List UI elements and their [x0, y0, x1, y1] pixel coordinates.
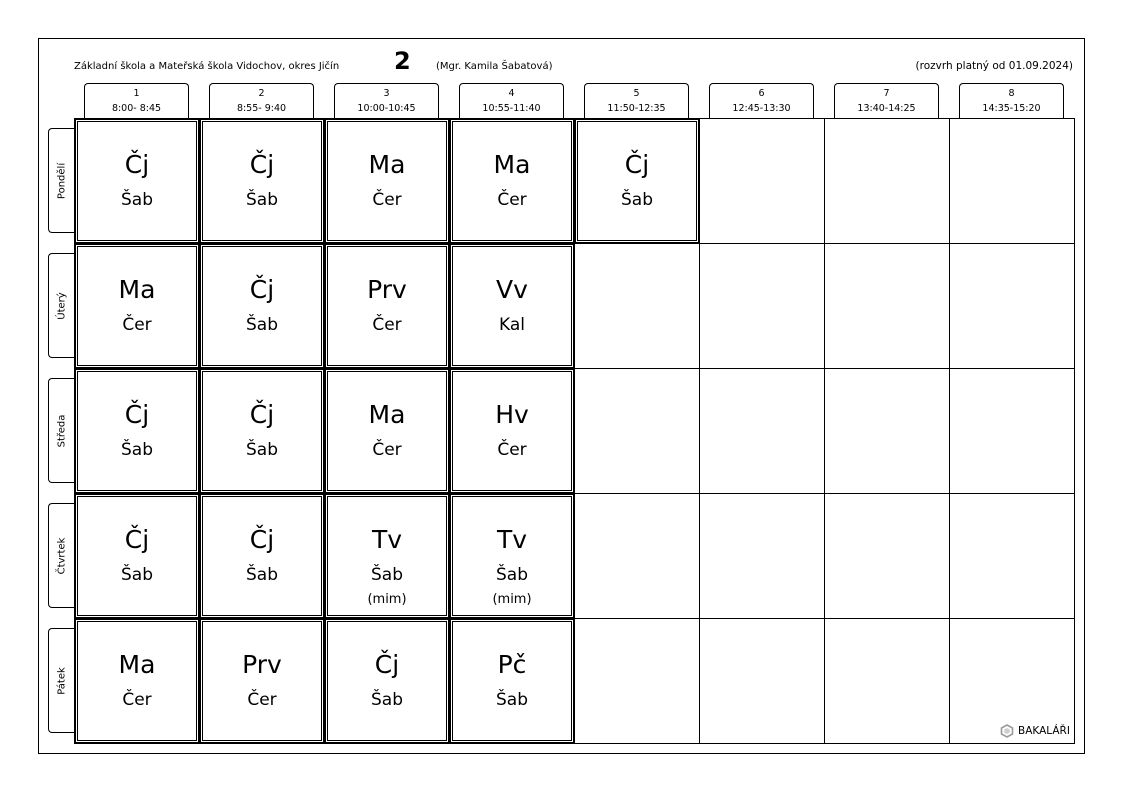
day-tab-3 [48, 378, 75, 483]
timetable-grid [74, 118, 1075, 744]
lesson-subject: Čj [624, 150, 650, 179]
lesson-subject: Čj [249, 150, 275, 179]
lesson-teacher: Kal [499, 315, 525, 335]
period-number: 4 [508, 88, 515, 99]
period-number: 1 [133, 88, 140, 99]
timetable-cell [75, 369, 200, 494]
timetable-cell [450, 619, 575, 743]
period-time: 8:55- 9:40 [236, 103, 287, 114]
lesson-subject: Ma [118, 650, 156, 679]
timetable-cell [700, 119, 825, 244]
day-name: Středa [56, 414, 68, 447]
period-time: 11:50-12:35 [607, 103, 666, 114]
lesson-teacher: Šab [121, 440, 153, 460]
timetable-cell [575, 619, 700, 743]
logo-text: BAKALÁŘI [1018, 725, 1070, 737]
timetable-cell [950, 369, 1074, 494]
day-name: Pondělí [56, 162, 68, 199]
class-teacher: (Mgr. Kamila Šabatová) [436, 61, 553, 72]
lesson-subject: Ma [368, 400, 406, 429]
timetable-cell [200, 244, 325, 369]
timetable-cell [200, 494, 325, 619]
timetable-cell [575, 494, 700, 619]
lesson-card[interactable] [77, 621, 197, 741]
lesson-subject: Tv [496, 525, 528, 554]
lesson-teacher: Šab [121, 565, 153, 585]
lesson-card[interactable] [452, 621, 572, 741]
lesson-subject: Tv [371, 525, 403, 554]
timetable-cell [75, 119, 200, 244]
timetable-cell [575, 244, 700, 369]
timetable-cell [450, 244, 575, 369]
lesson-subject: Vv [496, 275, 528, 304]
day-name: Pátek [56, 666, 68, 695]
timetable-cell [200, 619, 325, 743]
period-time: 12:45-13:30 [732, 103, 791, 114]
timetable-cell [825, 619, 950, 743]
lesson-teacher: Šab [496, 565, 528, 585]
lesson-card[interactable] [327, 496, 447, 616]
lesson-subject: Čj [124, 150, 150, 179]
day-header-column [48, 119, 75, 744]
timetable-cell [700, 244, 825, 369]
lesson-subject: Čj [124, 400, 150, 429]
timetable-cell [325, 244, 450, 369]
lesson-teacher: Čer [122, 690, 152, 710]
period-number: 3 [383, 88, 390, 99]
lesson-teacher: Šab [371, 690, 403, 710]
lesson-subject: Pč [497, 650, 527, 679]
lesson-card[interactable] [77, 246, 197, 366]
timetable-cell [450, 119, 575, 244]
class-label: 2 [394, 47, 411, 75]
lesson-subject: Prv [242, 650, 282, 679]
timetable-cell [75, 619, 200, 743]
bakalari-hex-icon [1000, 724, 1014, 738]
lesson-card[interactable] [452, 496, 572, 616]
period-number: 7 [883, 88, 890, 99]
period-tab-2 [209, 83, 314, 119]
lesson-subject: Ma [493, 150, 531, 179]
timetable-cell [825, 369, 950, 494]
lesson-teacher: Šab [371, 565, 403, 585]
timetable-cell [825, 244, 950, 369]
lesson-subject: Čj [374, 650, 400, 679]
day-name: Čtvrtek [56, 537, 68, 574]
lesson-teacher: Čer [247, 690, 277, 710]
period-time: 8:00- 8:45 [111, 103, 162, 114]
timetable-cell [75, 494, 200, 619]
timetable-cell [575, 119, 700, 244]
lesson-subject: Prv [367, 275, 407, 304]
lesson-card[interactable] [327, 621, 447, 741]
lesson-subject: Ma [118, 275, 156, 304]
timetable-cell [450, 494, 575, 619]
lesson-card[interactable] [202, 246, 322, 366]
lesson-teacher: Šab [621, 190, 653, 210]
period-tab-5 [584, 83, 689, 119]
lesson-card[interactable] [452, 371, 572, 491]
day-tab-5 [48, 628, 75, 733]
period-tab-7 [834, 83, 939, 119]
period-tab-3 [334, 83, 439, 119]
period-time: 10:00-10:45 [357, 103, 416, 114]
lesson-card[interactable] [202, 496, 322, 616]
timetable-cell [325, 494, 450, 619]
timetable-cell [200, 369, 325, 494]
day-tab-1 [48, 128, 75, 233]
timetable-cell [575, 369, 700, 494]
lesson-card[interactable] [202, 621, 322, 741]
lesson-card[interactable] [452, 121, 572, 241]
period-number: 2 [258, 88, 265, 99]
lesson-group: (mim) [492, 592, 532, 607]
lesson-card[interactable] [77, 121, 197, 241]
lesson-card[interactable] [202, 121, 322, 241]
period-number: 5 [633, 88, 640, 99]
lesson-teacher: Čer [372, 315, 402, 335]
lesson-teacher: Čer [497, 440, 527, 460]
period-tab-1 [84, 83, 189, 119]
lesson-subject: Hv [495, 400, 529, 429]
period-tab-6 [709, 83, 814, 119]
period-time: 10:55-11:40 [482, 103, 541, 114]
period-time: 13:40-14:25 [857, 103, 916, 114]
timetable-cell [450, 369, 575, 494]
lesson-teacher: Šab [246, 315, 278, 335]
day-name: Úterý [56, 291, 68, 320]
timetable-cell [700, 369, 825, 494]
lesson-teacher: Šab [246, 190, 278, 210]
day-tab-2 [48, 253, 75, 358]
lesson-group: (mim) [367, 592, 407, 607]
lesson-card[interactable] [327, 246, 447, 366]
lesson-teacher: Šab [246, 440, 278, 460]
period-time: 14:35-15:20 [982, 103, 1041, 114]
timetable-cell [75, 244, 200, 369]
lesson-subject: Čj [249, 400, 275, 429]
lesson-subject: Čj [124, 525, 150, 554]
period-tab-8 [959, 83, 1064, 119]
valid-from: (rozvrh platný od 01.09.2024) [915, 60, 1073, 72]
timetable-cell [825, 494, 950, 619]
period-header-row [74, 83, 1075, 119]
period-number: 8 [1008, 88, 1015, 99]
lesson-card[interactable] [577, 121, 697, 241]
lesson-teacher: Čer [372, 190, 402, 210]
lesson-card[interactable] [77, 496, 197, 616]
lesson-teacher: Šab [246, 565, 278, 585]
lesson-card[interactable] [77, 371, 197, 491]
lesson-card[interactable] [452, 246, 572, 366]
lesson-teacher: Čer [122, 315, 152, 335]
lesson-card[interactable] [327, 371, 447, 491]
lesson-teacher: Šab [496, 690, 528, 710]
lesson-subject: Čj [249, 525, 275, 554]
timetable-cell [950, 119, 1074, 244]
timetable-cell [950, 494, 1074, 619]
period-number: 6 [758, 88, 765, 99]
lesson-subject: Čj [249, 275, 275, 304]
school-name: Základní škola a Mateřská škola Vidochov, okres Jičín [74, 61, 340, 72]
timetable-cell [200, 119, 325, 244]
timetable-cell [325, 119, 450, 244]
bakalari-logo [1000, 724, 1070, 738]
timetable-cell [700, 494, 825, 619]
timetable-cell [325, 619, 450, 743]
lesson-teacher: Čer [497, 190, 527, 210]
lesson-teacher: Šab [121, 190, 153, 210]
lesson-subject: Ma [368, 150, 406, 179]
lesson-teacher: Čer [372, 440, 402, 460]
timetable-cell [950, 244, 1074, 369]
timetable-cell [700, 619, 825, 743]
lesson-card[interactable] [202, 371, 322, 491]
period-tab-4 [459, 83, 564, 119]
timetable-cell [825, 119, 950, 244]
timetable-cell [325, 369, 450, 494]
lesson-card[interactable] [327, 121, 447, 241]
day-tab-4 [48, 503, 75, 608]
